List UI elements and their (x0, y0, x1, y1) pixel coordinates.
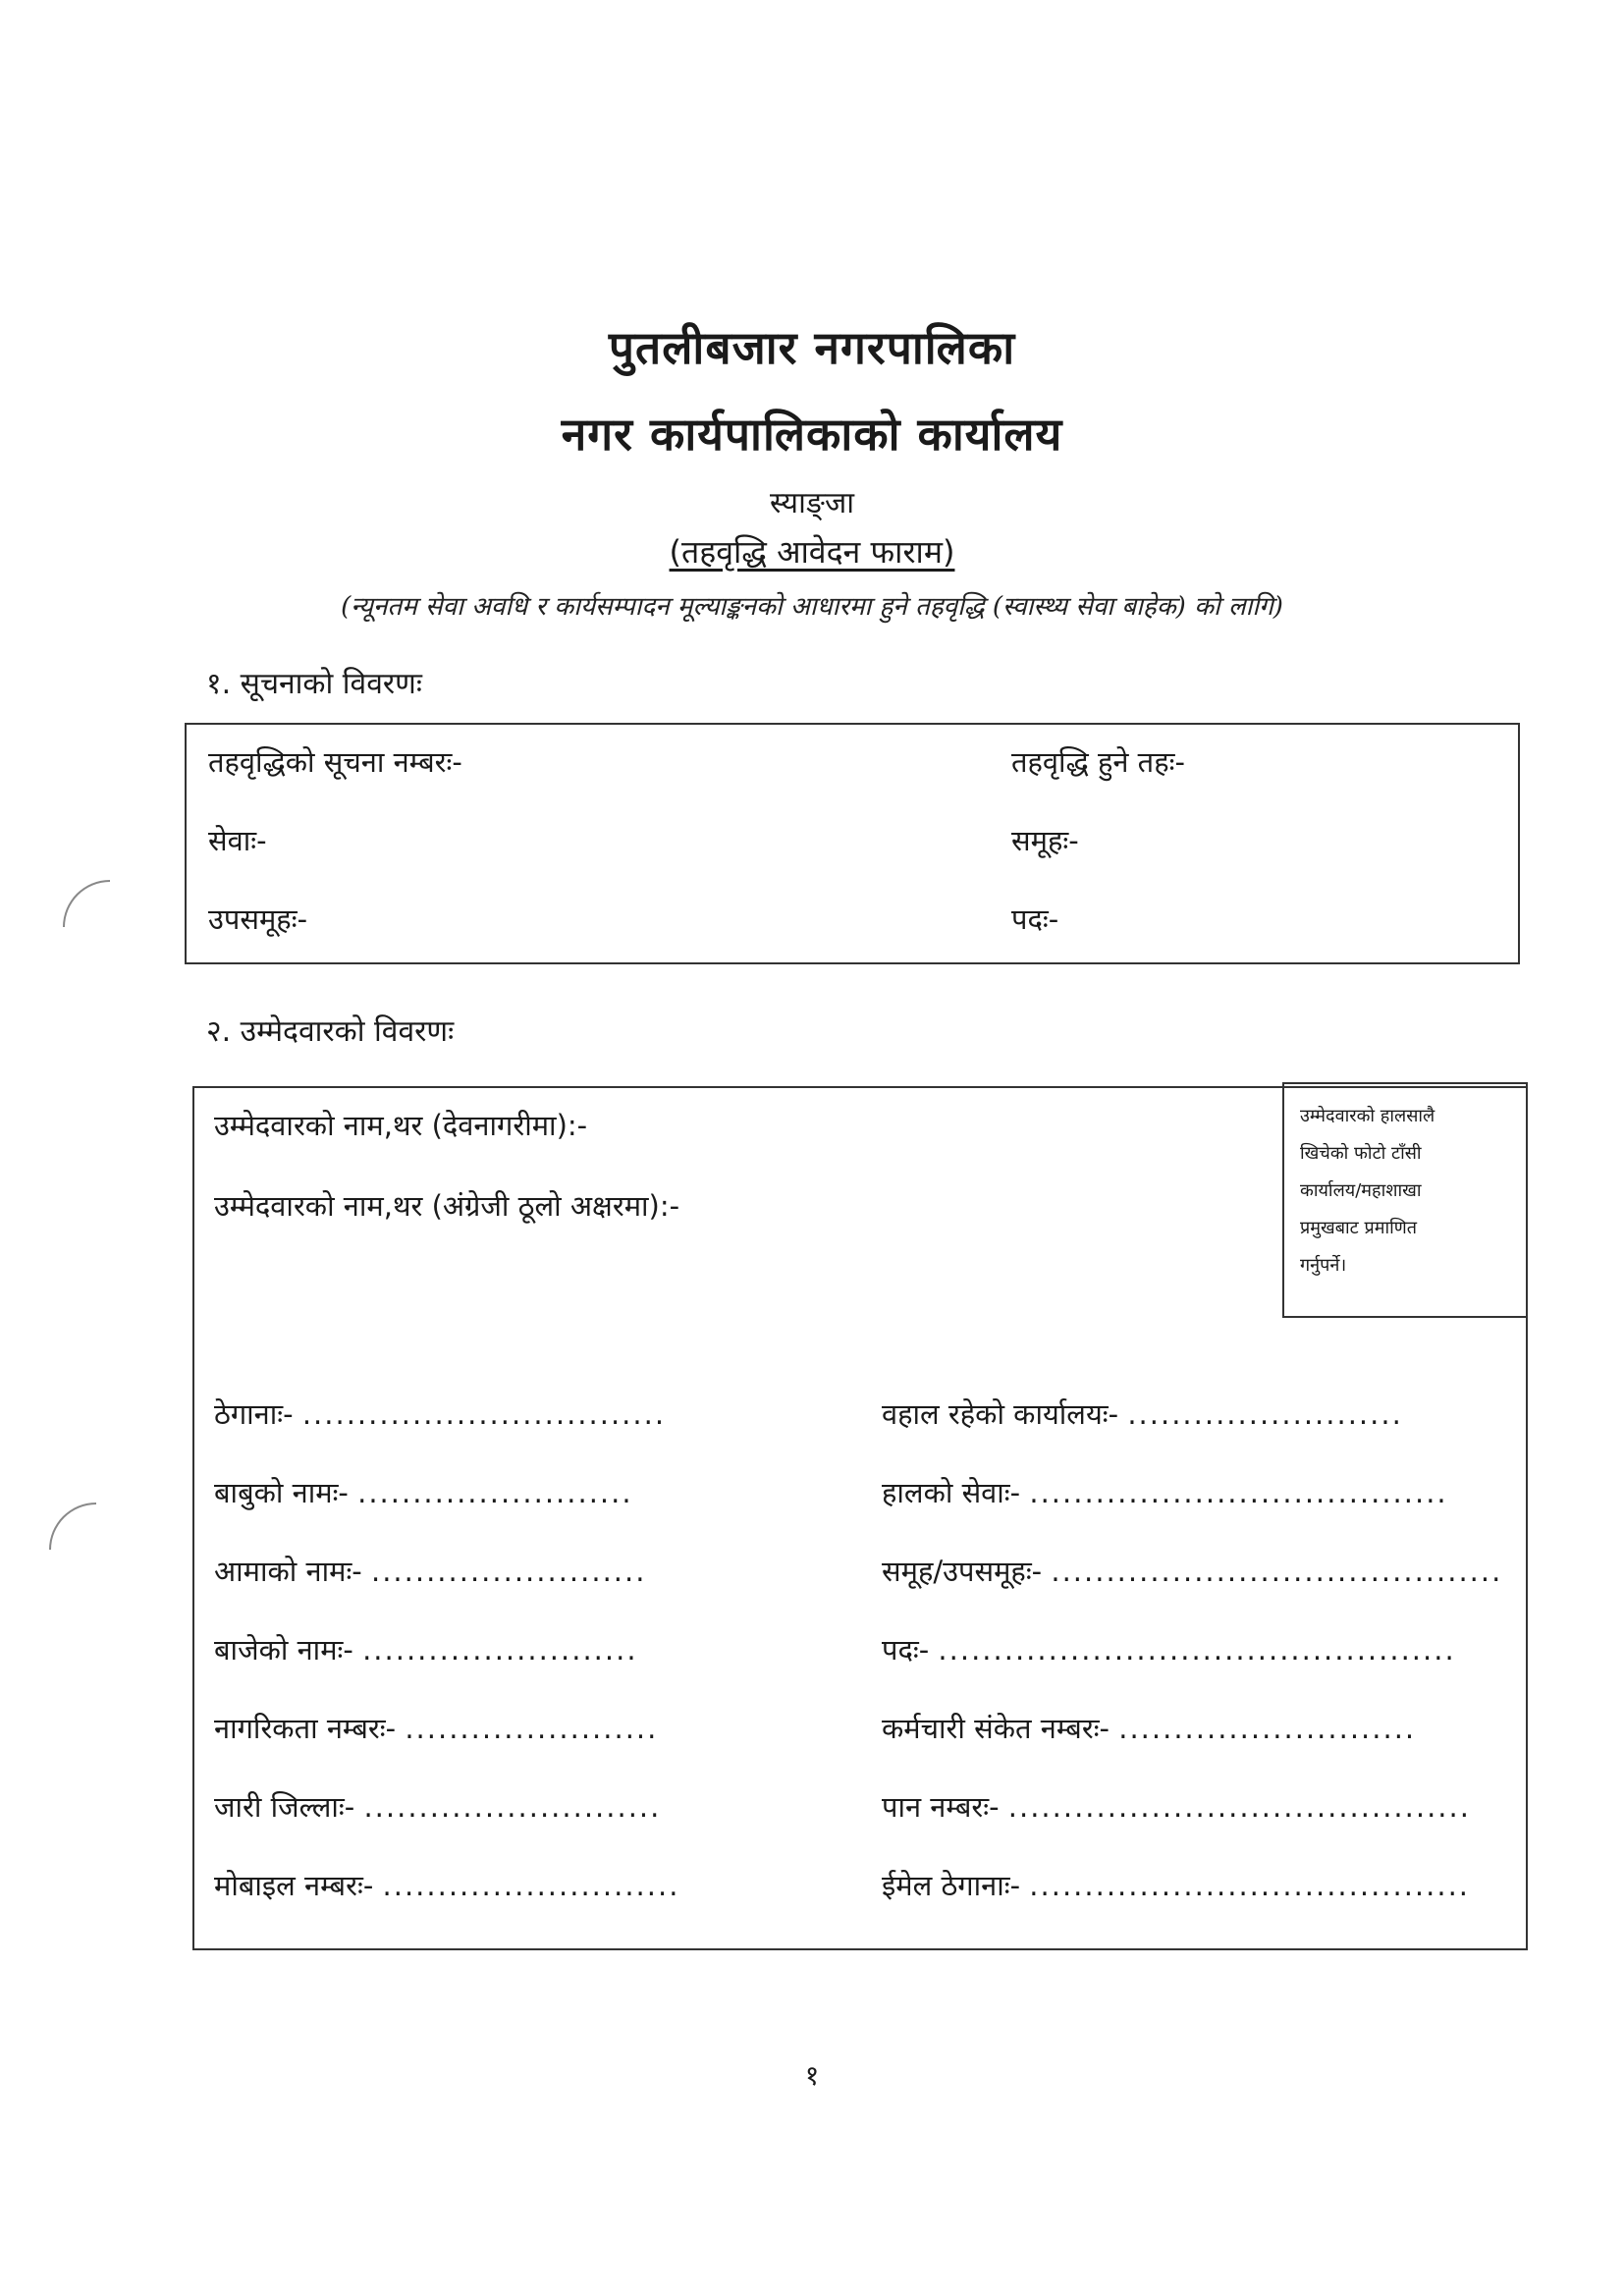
photo-note-line: प्रमुखबाट प्रमाणित (1300, 1218, 1418, 1238)
form-subtitle: (न्यूनतम सेवा अवधि र कार्यसम्पादन मूल्याङ्कनको आधारमा हुने तहवृद्धि (स्वास्थ्य सेवा बाहेक) को लागि) (341, 592, 1283, 622)
current-service-label: हालको सेवाः- (882, 1476, 1021, 1509)
photo-note-line: गर्नुपर्ने। (1300, 1255, 1347, 1276)
current-office-dots: ......................... (1127, 1397, 1403, 1431)
email-address-dots: ........................................ (1029, 1869, 1471, 1902)
current-service-field[interactable] (882, 1473, 1448, 1511)
email-address-field[interactable] (882, 1866, 1470, 1904)
father-name-dots: ......................... (357, 1476, 633, 1509)
candidate-post-field[interactable] (882, 1630, 1456, 1668)
district-name: स्याङ्जा (770, 486, 854, 520)
form-name: (तहवृद्धि आवेदन फाराम) (669, 533, 955, 571)
service-field[interactable]: सेवाः- (208, 824, 267, 857)
photo-attach-box[interactable] (1282, 1082, 1528, 1318)
pan-number-field[interactable] (882, 1787, 1471, 1826)
municipality-title: पुतलीबजार नगरपालिका (608, 321, 1016, 374)
section2-heading: २. उम्मेदवारको विवरणः (206, 1014, 455, 1049)
citizenship-number-label: नागरिकता नम्बरः- (214, 1712, 397, 1745)
grandfather-name-dots: ......................... (362, 1633, 638, 1667)
photo-note-line: उम्मेदवारको हालसालै (1300, 1106, 1435, 1126)
current-service-dots: ...................................... (1029, 1476, 1448, 1509)
mobile-number-label: मोबाइल नम्बरः- (214, 1869, 374, 1902)
group-subgroup-field[interactable] (882, 1552, 1502, 1590)
mobile-number-dots: ........................... (382, 1869, 680, 1902)
address-label: ठेगानाः- (214, 1397, 294, 1431)
current-office-label: वहाल रहेको कार्यालयः- (882, 1397, 1119, 1431)
mother-name-label: आमाको नामः- (214, 1555, 362, 1588)
candidate-post-dots: ............................................... (938, 1633, 1456, 1667)
issue-district-dots: ........................... (363, 1790, 662, 1824)
name-english-field[interactable]: उम्मेदवारको नाम,थर (अंग्रेजी ठूलो अक्षरमा):- (214, 1189, 680, 1223)
father-name-label: बाबुको नामः- (214, 1476, 349, 1509)
citizenship-number-dots: ....................... (405, 1712, 659, 1745)
address-dots: ................................. (301, 1397, 667, 1431)
group-field[interactable]: समूहः- (1011, 824, 1079, 857)
employee-code-field[interactable] (882, 1709, 1416, 1747)
level-field[interactable]: तहवृद्धि हुने तहः- (1011, 745, 1185, 779)
mother-name-dots: ......................... (370, 1555, 647, 1588)
father-name-field[interactable] (214, 1473, 633, 1511)
subgroup-field[interactable]: उपसमूहः- (208, 902, 308, 936)
address-field[interactable] (214, 1394, 666, 1433)
punch-hole-mark (49, 1503, 96, 1550)
office-title: नगर कार्यपालिकाको कार्यालय (561, 408, 1063, 461)
citizenship-number-field[interactable] (214, 1709, 658, 1747)
notice-details-box (185, 723, 1520, 964)
current-office-field[interactable] (882, 1394, 1403, 1433)
page-number: १ (804, 2059, 820, 2092)
section1-heading: १. सूचनाको विवरणः (206, 667, 422, 701)
mother-name-field[interactable] (214, 1552, 646, 1590)
grandfather-name-field[interactable] (214, 1630, 638, 1668)
email-address-label: ईमेल ठेगानाः- (882, 1869, 1021, 1902)
employee-code-dots: ........................... (1118, 1712, 1417, 1745)
notice-number-field[interactable]: तहवृद्धिको सूचना नम्बरः- (208, 745, 462, 779)
pan-number-label: पान नम्बरः- (882, 1790, 1000, 1824)
candidate-post-label: पदः- (882, 1633, 930, 1667)
post-field[interactable]: पदः- (1011, 902, 1059, 936)
name-devanagari-field[interactable]: उम्मेदवारको नाम,थर (देवनागरीमा):- (214, 1109, 588, 1142)
issue-district-label: जारी जिल्लाः- (214, 1790, 355, 1824)
group-subgroup-label: समूह/उपसमूहः- (882, 1555, 1043, 1588)
photo-note-line: खिचेको फोटो टाँसी (1300, 1143, 1422, 1164)
group-subgroup-dots: ......................................... (1051, 1555, 1503, 1588)
mobile-number-field[interactable] (214, 1866, 679, 1904)
photo-note-line: कार्यालय/महाशाखा (1300, 1180, 1422, 1201)
punch-hole-mark (63, 880, 110, 927)
grandfather-name-label: बाजेको नामः- (214, 1633, 353, 1667)
issue-district-field[interactable] (214, 1787, 661, 1826)
employee-code-label: कर्मचारी संकेत नम्बरः- (882, 1712, 1110, 1745)
pan-number-dots: .......................................... (1007, 1790, 1471, 1824)
